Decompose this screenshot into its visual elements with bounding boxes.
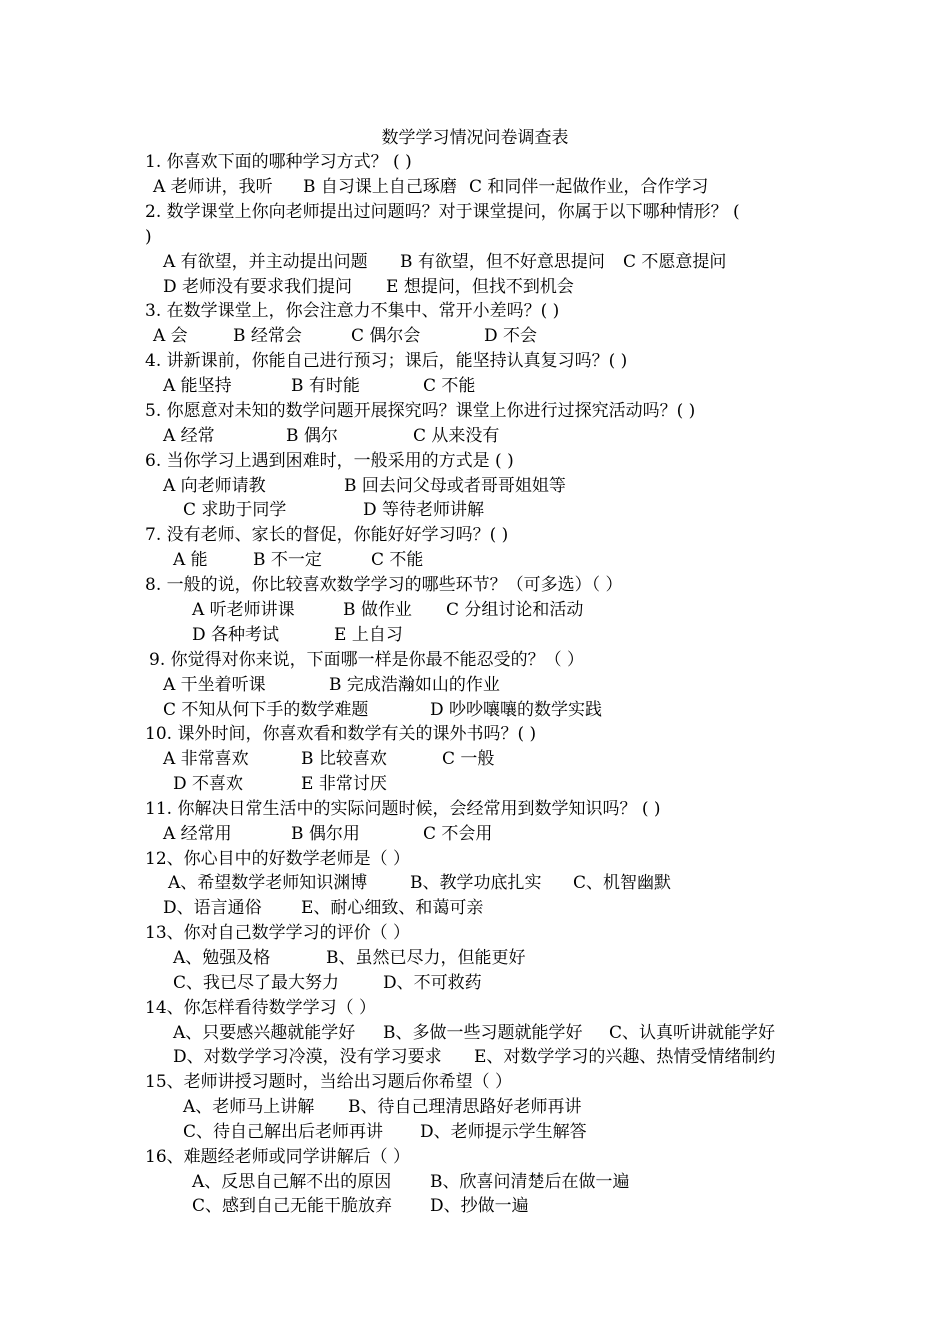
question-14-option: A、只要感兴趣就能学好 bbox=[173, 1023, 356, 1043]
question-15-option: C、待自己解出后老师再讲 bbox=[183, 1122, 384, 1142]
question-12-option: B、教学功底扎实 bbox=[410, 873, 542, 893]
question-15-option: D、老师提示学生解答 bbox=[420, 1122, 587, 1142]
question-12-options-row-2 bbox=[0, 896, 950, 920]
question-4-option: C 不能 bbox=[423, 376, 476, 396]
question-13-options-row-1 bbox=[0, 946, 950, 970]
question-12-options-row-1 bbox=[0, 871, 950, 895]
question-15-options-row-2 bbox=[0, 1120, 950, 1144]
question-3-option: D 不会 bbox=[484, 326, 538, 346]
question-13-option: C、我已尽了最大努力 bbox=[173, 973, 340, 993]
question-13-text: 13、你对自己数学学习的评价（ ） bbox=[145, 923, 411, 943]
question-4-options-row-1 bbox=[0, 374, 950, 398]
question-7-option: C 不能 bbox=[371, 550, 424, 570]
question-16-option: A、反思自己解不出的原因 bbox=[192, 1172, 392, 1192]
question-4-option: A 能坚持 bbox=[163, 376, 232, 396]
question-10-option: E 非常讨厌 bbox=[301, 774, 387, 794]
question-11-option: A 经常用 bbox=[163, 824, 232, 844]
question-14-option: C、认真听讲就能学好 bbox=[609, 1023, 776, 1043]
question-4-text: 4. 讲新课前，你能自己进行预习；课后，能坚持认真复习吗？( ) bbox=[145, 351, 628, 371]
question-2-option: A 有欲望，并主动提出问题 bbox=[163, 252, 368, 272]
question-12-option: D、语言通俗 bbox=[163, 898, 262, 918]
question-15-option: A、老师马上讲解 bbox=[183, 1097, 315, 1117]
question-8-option: E 上自习 bbox=[334, 625, 403, 645]
question-10-option: B 比较喜欢 bbox=[301, 749, 387, 769]
question-8-options-row-2 bbox=[0, 623, 950, 647]
question-1-option: C 和同伴一起做作业，合作学习 bbox=[469, 177, 709, 197]
question-9-options-row-1 bbox=[0, 673, 950, 697]
question-16-option: D、抄做一遍 bbox=[430, 1196, 529, 1216]
question-14-options-row-1 bbox=[0, 1021, 950, 1045]
question-8-text: 8. 一般的说，你比较喜欢数学学习的哪些环节？（可多选）（ ） bbox=[145, 575, 623, 595]
question-4-option: B 有时能 bbox=[291, 376, 360, 396]
question-6-option: B 回去问父母或者哥哥姐姐等 bbox=[344, 476, 566, 496]
question-2-option: B 有欲望，但不好意思提问 bbox=[400, 252, 605, 272]
question-8-options-row-1 bbox=[0, 598, 950, 622]
question-13-option: A、勉强及格 bbox=[173, 948, 271, 968]
question-8-option: C 分组讨论和活动 bbox=[446, 600, 584, 620]
question-5-option: B 偶尔 bbox=[286, 426, 338, 446]
question-3-option: B 经常会 bbox=[233, 326, 302, 346]
question-3-text: 3. 在数学课堂上，你会注意力不集中、常开小差吗？( ) bbox=[145, 301, 560, 321]
question-14-option: E、对数学学习的兴趣、热情受情绪制约 bbox=[474, 1047, 776, 1067]
question-13-option: D、不可救药 bbox=[383, 973, 482, 993]
question-2-option: C 不愿意提问 bbox=[623, 252, 727, 272]
question-13-options-row-2 bbox=[0, 971, 950, 995]
question-16-option: C、感到自己无能干脆放弃 bbox=[192, 1196, 393, 1216]
question-5-option: A 经常 bbox=[163, 426, 215, 446]
question-3-options-row-1 bbox=[0, 324, 950, 348]
question-9-option: D 吵吵嚷嚷的数学实践 bbox=[430, 700, 603, 720]
question-2-option: E 想提问，但找不到机会 bbox=[386, 277, 574, 297]
question-16-options-row-1 bbox=[0, 1170, 950, 1194]
question-7-text: 7. 没有老师、家长的督促，你能好好学习吗？( ) bbox=[145, 525, 509, 545]
question-11-options-row-1 bbox=[0, 822, 950, 846]
question-7-option: B 不一定 bbox=[253, 550, 322, 570]
question-2-options-row-1 bbox=[0, 250, 950, 274]
question-5-options-row-1 bbox=[0, 424, 950, 448]
question-8-option: A 听老师讲课 bbox=[192, 600, 295, 620]
question-9-option: B 完成浩瀚如山的作业 bbox=[329, 675, 500, 695]
question-2-options-row-2 bbox=[0, 275, 950, 299]
question-6-options-row-2 bbox=[0, 498, 950, 522]
question-9-options-row-2 bbox=[0, 698, 950, 722]
question-13-option: B、虽然已尽力，但能更好 bbox=[326, 948, 526, 968]
question-1-option: B 自习课上自己琢磨 bbox=[303, 177, 457, 197]
question-2-text-continued: ) bbox=[145, 227, 152, 247]
question-7-option: A 能 bbox=[173, 550, 208, 570]
question-8-option: D 各种考试 bbox=[192, 625, 280, 645]
question-6-option: A 向老师请教 bbox=[163, 476, 266, 496]
question-3-option: C 偶尔会 bbox=[351, 326, 421, 346]
question-10-text: 10. 课外时间，你喜欢看和数学有关的课外书吗？( ) bbox=[145, 724, 537, 744]
question-15-text: 15、老师讲授习题时，当给出习题后你希望（ ） bbox=[145, 1072, 513, 1092]
question-9-option: C 不知从何下手的数学难题 bbox=[163, 700, 369, 720]
question-12-option: E、耐心细致、和蔼可亲 bbox=[301, 898, 484, 918]
question-14-option: D、对数学学习冷漠，没有学习要求 bbox=[173, 1047, 442, 1067]
question-14-options-row-2 bbox=[0, 1045, 950, 1069]
question-14-text: 14、你怎样看待数学学习（ ） bbox=[145, 998, 377, 1018]
question-16-option: B、欣喜问清楚后在做一遍 bbox=[430, 1172, 630, 1192]
question-5-option: C 从来没有 bbox=[413, 426, 500, 446]
page-title: 数学学习情况问卷调查表 bbox=[381, 128, 569, 148]
question-5-text: 5. 你愿意对未知的数学问题开展探究吗？课堂上你进行过探究活动吗？( ) bbox=[145, 401, 696, 421]
question-2-text: 2. 数学课堂上你向老师提出过问题吗？对于课堂提问，你属于以下哪种情形？ ( bbox=[145, 202, 740, 222]
question-12-option: A、希望数学老师知识渊博 bbox=[168, 873, 368, 893]
question-9-text: 9. 你觉得对你来说，下面哪一样是你最不能忍受的？（ ） bbox=[149, 650, 585, 670]
question-1-option: A 老师讲，我听 bbox=[153, 177, 273, 197]
question-9-option: A 干坐着听课 bbox=[163, 675, 266, 695]
question-11-text: 11. 你解决日常生活中的实际问题时候，会经常用到数学知识吗？ ( ) bbox=[145, 799, 661, 819]
question-11-option: B 偶尔用 bbox=[291, 824, 360, 844]
question-1-text: 1. 你喜欢下面的哪种学习方式？ ( ) bbox=[145, 152, 412, 172]
question-6-option: D 等待老师讲解 bbox=[363, 500, 485, 520]
question-10-options-row-1 bbox=[0, 747, 950, 771]
question-14-option: B、多做一些习题就能学好 bbox=[383, 1023, 583, 1043]
question-10-options-row-2 bbox=[0, 772, 950, 796]
question-11-option: C 不会用 bbox=[423, 824, 493, 844]
question-10-option: D 不喜欢 bbox=[173, 774, 244, 794]
question-2-option: D 老师没有要求我们提问 bbox=[163, 277, 353, 297]
question-16-options-row-2 bbox=[0, 1194, 950, 1218]
question-6-option: C 求助于同学 bbox=[183, 500, 287, 520]
question-16-text: 16、难题经老师或同学讲解后（ ） bbox=[145, 1147, 411, 1167]
question-12-text: 12、你心目中的好数学老师是（ ） bbox=[145, 849, 411, 869]
question-3-option: A 会 bbox=[153, 326, 188, 346]
question-1-options-row-1 bbox=[0, 175, 950, 199]
question-12-option: C、机智幽默 bbox=[573, 873, 672, 893]
question-10-option: C 一般 bbox=[442, 749, 495, 769]
question-6-text: 6. 当你学习上遇到困难时，一般采用的方式是 ( ) bbox=[145, 451, 514, 471]
question-15-options-row-1 bbox=[0, 1095, 950, 1119]
question-7-options-row-1 bbox=[0, 548, 950, 572]
question-8-option: B 做作业 bbox=[343, 600, 412, 620]
question-10-option: A 非常喜欢 bbox=[163, 749, 249, 769]
question-6-options-row-1 bbox=[0, 474, 950, 498]
question-15-option: B、待自己理清思路好老师再讲 bbox=[348, 1097, 582, 1117]
